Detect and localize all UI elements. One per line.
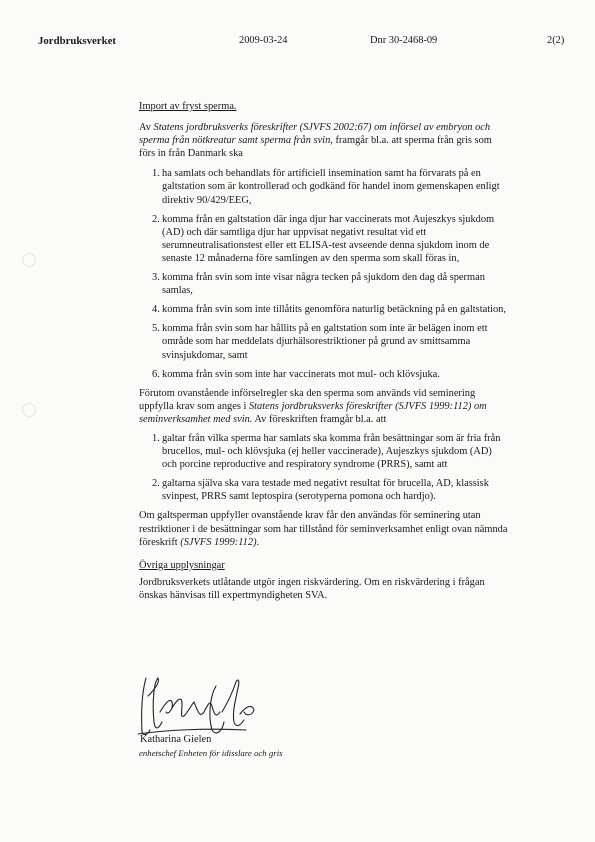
list-item [139, 322, 509, 361]
list-item [139, 167, 509, 206]
intro-paragraph [139, 121, 509, 160]
list-item-text: komma från en galtstation där inga djur har vaccinerats mot Aujeszkys sjukdom (AD) och där samtliga djur har uppvisat negativt resultat vid ett serumneutralisationstest eller ett ELISA-test avseende denna sjukdom inom de senaste 12 månaderna före samlingen av den sperma som skall föras in, [162, 213, 495, 264]
list-item-text: ha samlats och behandlats för artificiell insemination samt ha förvarats på en galtstation som är kontrollerad och godkänd för handel inom gemenskapen enligt direktiv 90/429/EEG, [162, 168, 500, 206]
other-info-paragraph: Jordbruksverkets utlåtande utgör ingen riskvärdering. Om en riskvärdering i frågan önskas hänvisas till expertmyndigheten SVA. [139, 576, 485, 601]
list-item-text: komma från svin som inte tillåtits genomföra naturlig betäckning på en galtstation, [162, 304, 506, 316]
list-number: 4. [152, 304, 160, 316]
signatory-name: Katharina Gielen [140, 734, 212, 745]
list-number: 1. [152, 168, 160, 180]
list-number: 3. [152, 272, 160, 284]
list-item-text: komma från svin som inte har vaccinerats mot mul- och klövsjuka. [162, 368, 440, 380]
list-number: 2. [152, 213, 160, 225]
section-heading-import: Import av fryst sperma. [139, 101, 237, 112]
signature-block [136, 672, 396, 782]
list-number: 6. [152, 368, 160, 380]
header-reference-number: Dnr 30-2468-09 [370, 35, 438, 46]
paragraph-text-end: . [256, 536, 260, 548]
paragraph-text-end: Av föreskriften framgår bl.a. att [252, 413, 387, 425]
list-number: 2. [152, 478, 160, 490]
section-heading-other-info: Övriga upplysningar [139, 559, 225, 571]
paragraph-text: Förutom ovanstående införselregler ska den sperma som används vid seminering uppfylla krav som anges i [139, 387, 476, 412]
list-item [139, 271, 509, 297]
list-item [139, 368, 509, 381]
list-number: 1. [152, 432, 160, 444]
import-requirements-list [139, 167, 509, 380]
list-item [139, 213, 509, 265]
intro-text: Av [139, 122, 154, 134]
header-date: 2009-03-24 [239, 35, 288, 46]
list-item-text: galtar från vilka sperma har samlats ska komma från besättningar som är fria från brucellos, mul- och klövsjuka (ej heller vaccinerade), Aujeszkys sjukdom (AD) och porcine reproductive and respiratory syndrome (PRRS), samt att [162, 432, 501, 471]
list-item-text: komma från svin som inte visar några tecken på sjukdom den dag då sperman samlas, [162, 272, 485, 297]
signatory-title: enhetschef Enheten för idisslare och gris [139, 748, 283, 758]
header-page-number: 2(2) [547, 35, 565, 46]
letter-body [139, 100, 509, 602]
regulation-reference: Statens jordbruksverks föreskrifter (SJVFS 1999:112) om seminverksamhet med svin. [139, 400, 487, 425]
punch-hole-mark [22, 253, 36, 267]
page-header [0, 35, 595, 49]
header-organization: Jordbruksverket [38, 35, 116, 47]
seminering-requirements-list [139, 432, 509, 503]
list-number: 5. [152, 323, 160, 335]
regulation-reference: (SJVFS 1999:112) [180, 536, 257, 548]
regulation-reference: Statens jordbruksverks föreskrifter (SJVFS 2002:67) om införsel av embryon och sperma från nötkreatur samt sperma från svin, [139, 122, 491, 147]
paragraph-text: Om galtsperman uppfyller ovanstående krav får den användas för seminering utan restriktioner i de besättningar som har tillstånd för seminverksamhet enligt ovan nämnda föreskrift [139, 510, 508, 548]
closing-paragraph [139, 509, 509, 548]
seminering-paragraph [139, 387, 509, 426]
list-item [139, 303, 509, 316]
list-item [139, 477, 509, 503]
list-item-text: komma från svin som har hållits på en galtstation som inte är belägen inom ett område som har meddelats djurhälsorestriktioner på grund av smittsamma svinsjukdomar, samt [162, 323, 488, 361]
list-item [139, 432, 509, 471]
punch-hole-mark [22, 403, 36, 417]
intro-text-end: framgår bl.a. att sperma från gris som förs in från Danmark ska [139, 135, 492, 160]
list-item-text: galtarna själva ska vara testade med negativt resultat för brucella, AD, klassisk svinpest, PRRS samt leptospira (serotyperna pomona och hardjo). [162, 478, 489, 503]
